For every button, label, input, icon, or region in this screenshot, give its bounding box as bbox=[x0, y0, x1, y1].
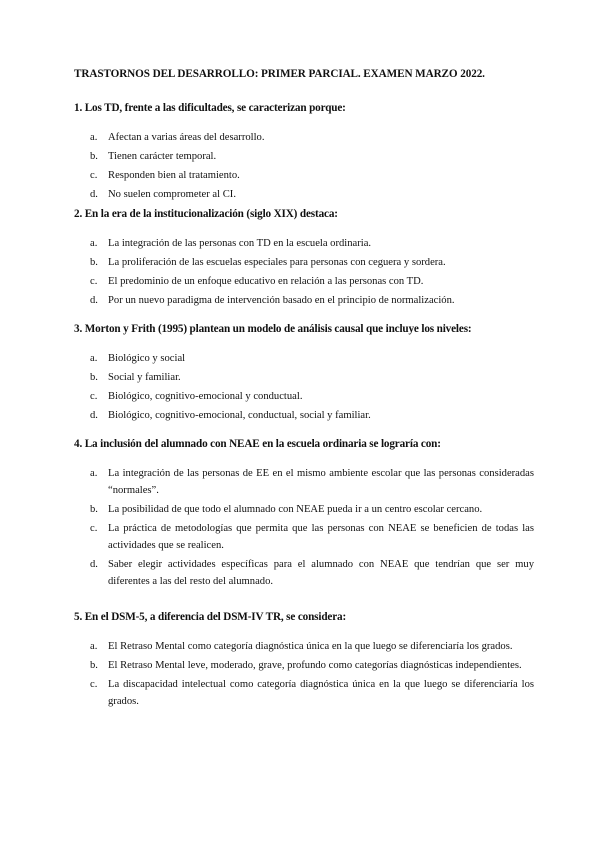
question-2 bbox=[74, 207, 534, 309]
option-text: Biológico, cognitivo-emocional, conductual, social y familiar. bbox=[108, 410, 371, 421]
option-text: El Retraso Mental leve, moderado, grave, profundo como categorías diagnósticas independientes. bbox=[108, 660, 522, 671]
options-list bbox=[74, 235, 534, 309]
option-text: Biológico y social bbox=[108, 353, 186, 364]
option-text: Tienen carácter temporal. bbox=[108, 151, 217, 162]
option bbox=[74, 129, 534, 146]
option bbox=[74, 638, 534, 655]
option-letter: a. bbox=[90, 353, 98, 364]
option-letter: d. bbox=[90, 189, 98, 200]
option-text: Responden bien al tratamiento. bbox=[108, 170, 240, 181]
option bbox=[74, 235, 534, 252]
option-letter: b. bbox=[90, 257, 98, 268]
option-text: Saber elegir actividades específicas para el alumnado con NEAE que tendrían que ser muy diferentes a las del resto del alumnado. bbox=[108, 559, 534, 587]
option bbox=[74, 556, 534, 590]
option-text: Por un nuevo paradigma de intervención basado en el principio de normalización. bbox=[108, 295, 455, 306]
option-text: El Retraso Mental como categoría diagnóstica única en la que luego se diferenciaría los grados. bbox=[108, 641, 513, 652]
option-letter: a. bbox=[90, 132, 98, 143]
options-list bbox=[74, 129, 534, 203]
option-letter: b. bbox=[90, 660, 98, 671]
option-letter: b. bbox=[90, 504, 98, 515]
question-text: 2. En la era de la institucionalización (siglo XIX) destaca: bbox=[74, 208, 338, 220]
question-3 bbox=[74, 322, 534, 424]
option-letter: b. bbox=[90, 151, 98, 162]
option-text: El predominio de un enfoque educativo en relación a las personas con TD. bbox=[108, 276, 424, 287]
question-4 bbox=[74, 437, 534, 590]
option-text: No suelen comprometer al CI. bbox=[108, 189, 236, 200]
option-letter: a. bbox=[90, 468, 98, 479]
option-text: La práctica de metodologías que permita que las personas con NEAE se beneficien de todas las actividades que se realicen. bbox=[108, 523, 534, 551]
option-letter: c. bbox=[90, 523, 98, 534]
option bbox=[74, 407, 534, 424]
option-letter: d. bbox=[90, 559, 98, 570]
option-text: Afectan a varias áreas del desarrollo. bbox=[108, 132, 265, 143]
question-5 bbox=[74, 610, 534, 710]
option bbox=[74, 148, 534, 165]
option-letter: c. bbox=[90, 679, 98, 690]
options-list bbox=[74, 350, 534, 424]
question-text: 3. Morton y Frith (1995) plantean un modelo de análisis causal que incluye los niveles: bbox=[74, 323, 472, 335]
option-text: La integración de las personas de EE en el mismo ambiente escolar que las personas consideradas “normales”. bbox=[108, 468, 534, 496]
option bbox=[74, 501, 534, 518]
option bbox=[74, 465, 534, 499]
option-letter: c. bbox=[90, 170, 98, 181]
option-text: La proliferación de las escuelas especiales para personas con ceguera y sordera. bbox=[108, 257, 446, 268]
option-letter: a. bbox=[90, 238, 98, 249]
option bbox=[74, 273, 534, 290]
option bbox=[74, 369, 534, 386]
option-letter: c. bbox=[90, 276, 98, 287]
option bbox=[74, 657, 534, 674]
option-letter: b. bbox=[90, 372, 98, 383]
option bbox=[74, 388, 534, 405]
option-text: La posibilidad de que todo el alumnado con NEAE pueda ir a un centro escolar cercano. bbox=[108, 504, 483, 515]
exam-title: TRASTORNOS DEL DESARROLLO: PRIMER PARCIAL. EXAMEN MARZO 2022. bbox=[74, 68, 485, 80]
option bbox=[74, 292, 534, 309]
option-text: Biológico, cognitivo-emocional y conductual. bbox=[108, 391, 303, 402]
options-list bbox=[74, 465, 534, 590]
option-letter: d. bbox=[90, 410, 98, 421]
option-letter: d. bbox=[90, 295, 98, 306]
option-letter: c. bbox=[90, 391, 98, 402]
question-1 bbox=[74, 101, 534, 203]
question-text: 5. En el DSM-5, a diferencia del DSM-IV TR, se considera: bbox=[74, 611, 347, 623]
question-text: 4. La inclusión del alumnado con NEAE en la escuela ordinaria se lograría con: bbox=[74, 438, 441, 450]
option-text: La integración de las personas con TD en la escuela ordinaria. bbox=[108, 238, 372, 249]
option bbox=[74, 676, 534, 710]
option bbox=[74, 167, 534, 184]
option bbox=[74, 350, 534, 367]
option bbox=[74, 520, 534, 554]
option-text: La discapacidad intelectual como categoría diagnóstica única en la que luego se diferenciaría los grados. bbox=[108, 679, 534, 707]
option bbox=[74, 186, 534, 203]
option-letter: a. bbox=[90, 641, 98, 652]
options-list bbox=[74, 638, 534, 710]
option bbox=[74, 254, 534, 271]
question-text: 1. Los TD, frente a las dificultades, se caracterizan porque: bbox=[74, 102, 346, 114]
option-text: Social y familiar. bbox=[108, 372, 181, 383]
